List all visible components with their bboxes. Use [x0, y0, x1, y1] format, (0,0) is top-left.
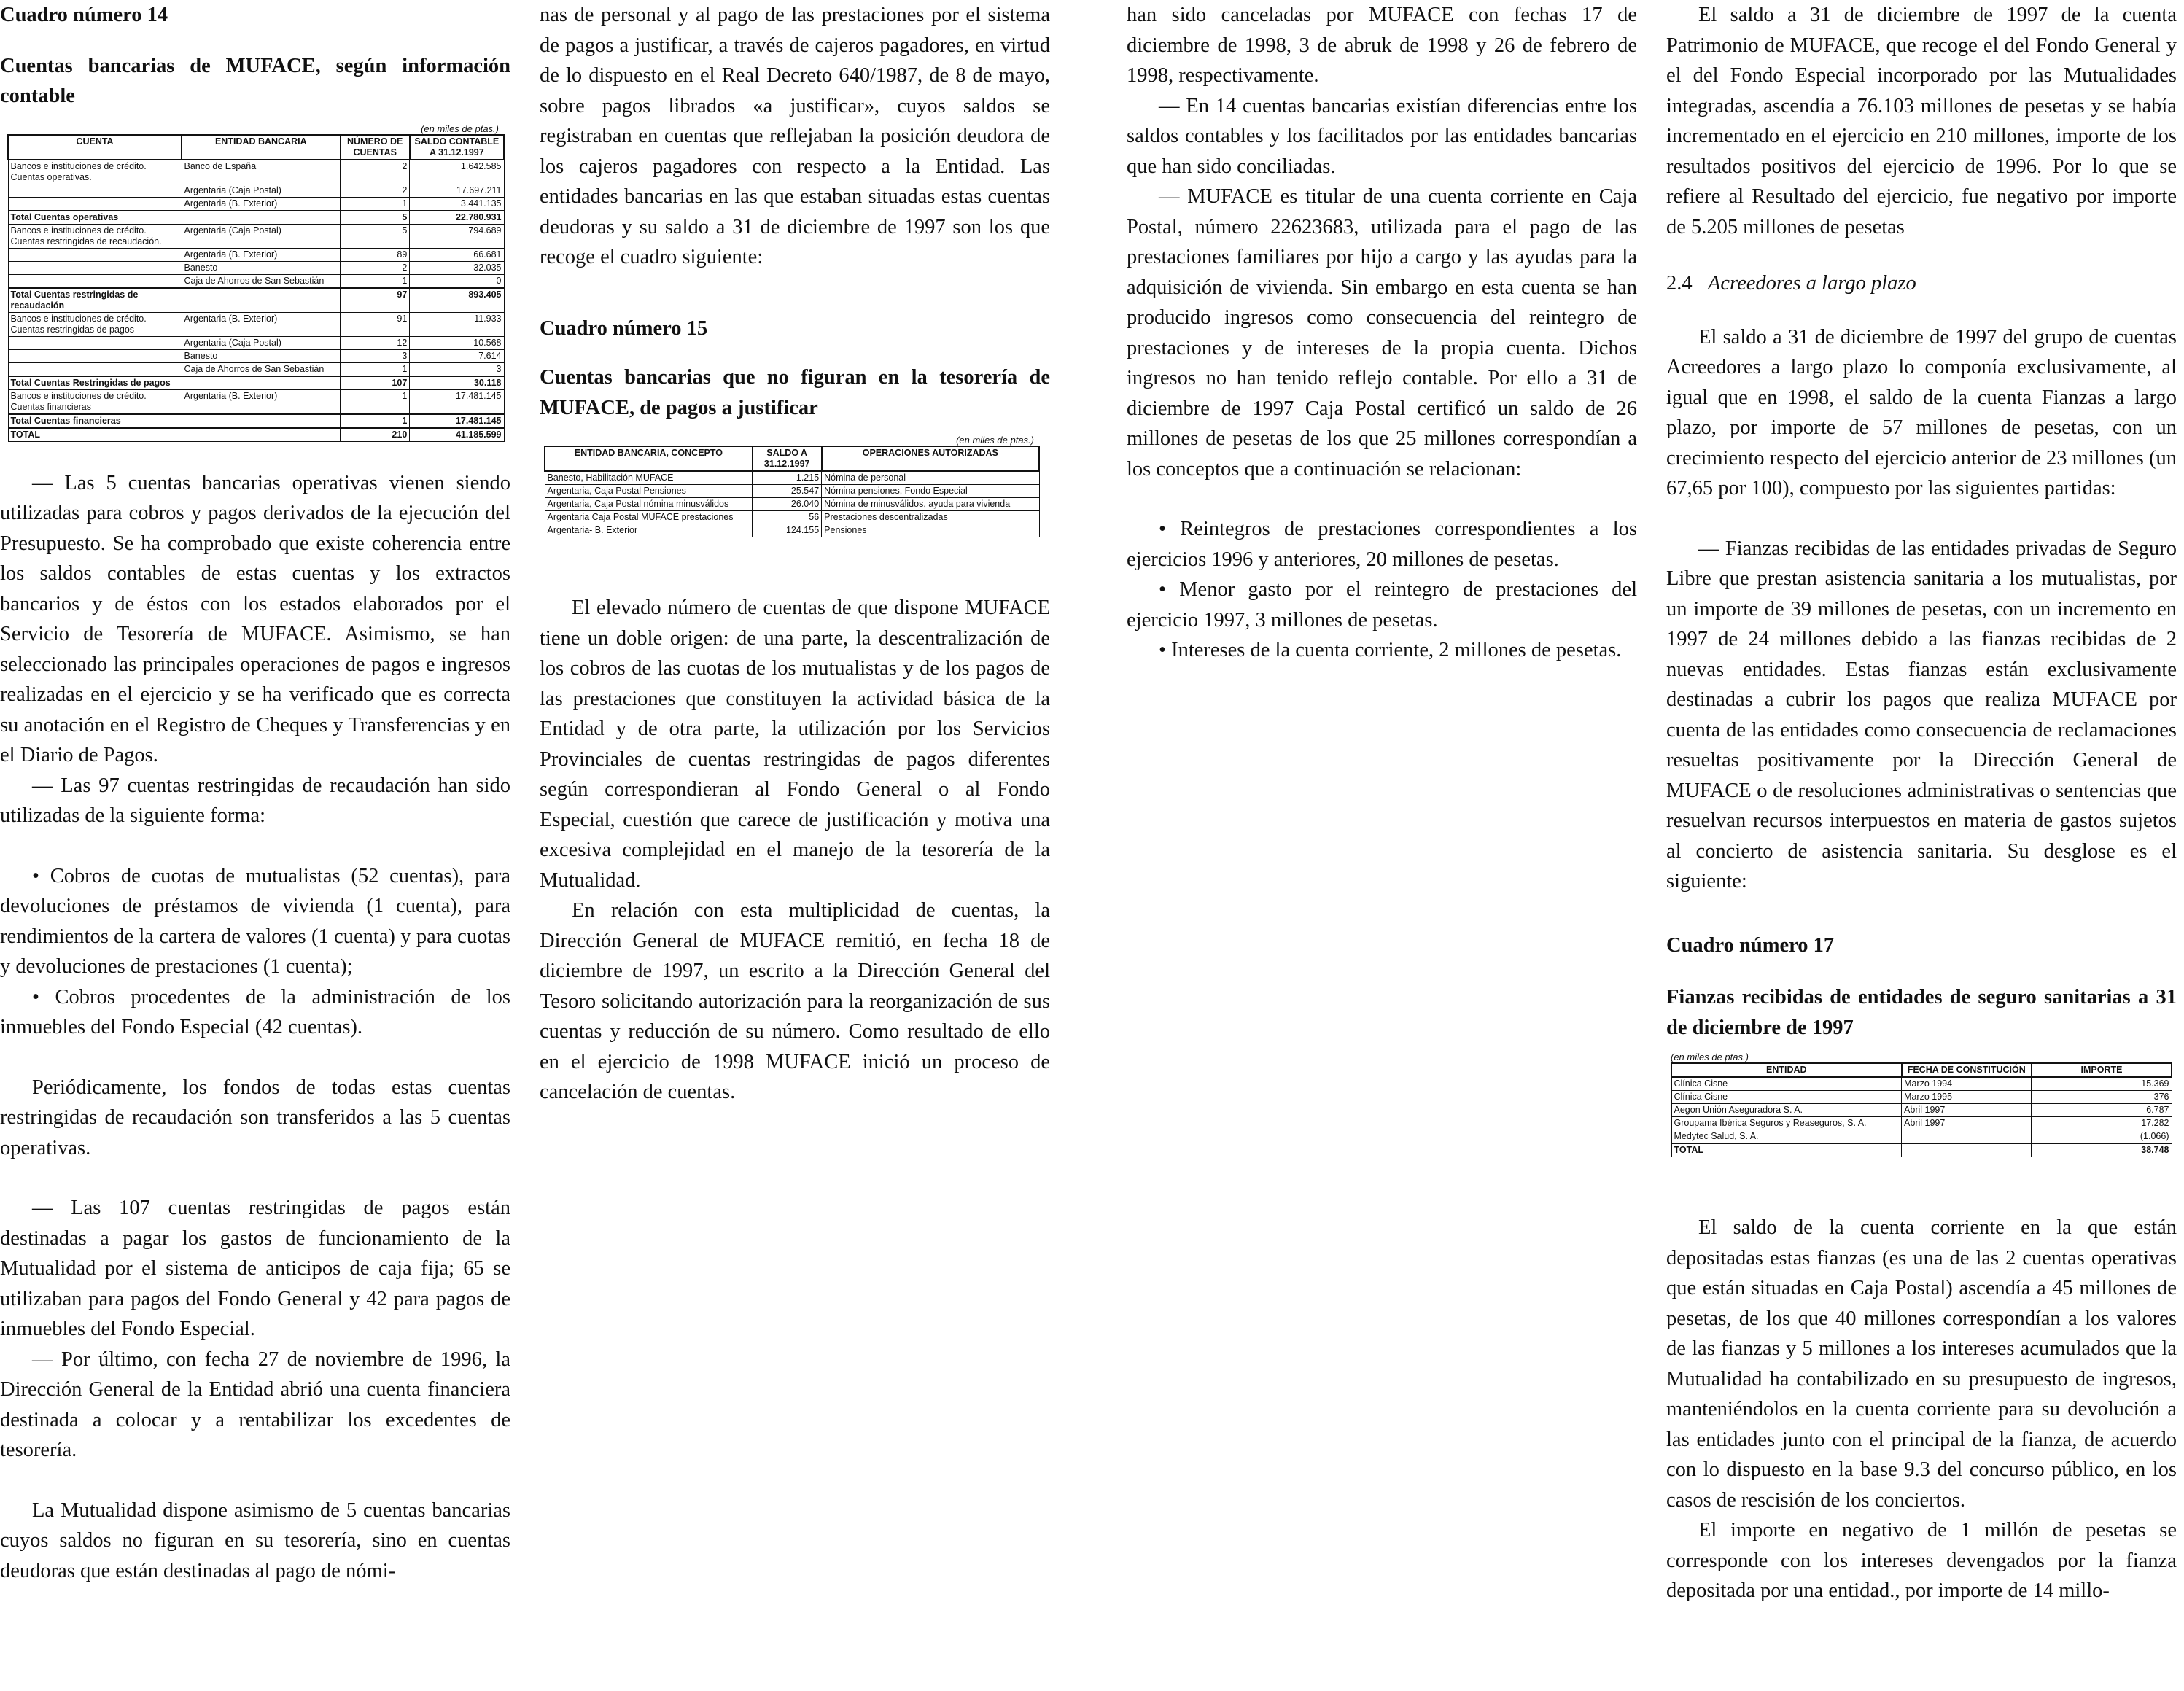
column-header: ENTIDAD [1671, 1063, 1902, 1077]
table-cell: Abril 1997 [1902, 1117, 2032, 1130]
column-header: ENTIDAD BANCARIA [182, 135, 341, 160]
table-cell: 30.118 [410, 376, 504, 390]
table-cell: 893.405 [410, 288, 504, 313]
table-row [8, 261, 504, 274]
paragraph: En relación con esta multiplicidad de cuentas, la Dirección General de MUFACE remitió, en fecha 18 de diciembre de 1997, un escrito a la Dirección General del Tesoro solicitando autorización para la reorganización de sus cuentas y reducción de su número. Como resultado de ello en el ejercicio de 1998 MUFACE inició un proceso de cancelación de cuentas. [540, 899, 1050, 1103]
table-cell: Total Cuentas operativas [8, 211, 182, 225]
paragraph: — Las 97 cuentas restringidas de recaudación han sido utilizadas de la siguiente forma: [0, 774, 510, 827]
table-17-title: Cuadro número 17 [1666, 933, 1835, 957]
table-cell: 26.040 [753, 498, 822, 511]
table-cell: Argentaria Caja Postal MUFACE prestaciones [545, 511, 753, 524]
table-cell: 41.185.599 [410, 428, 504, 442]
table-cell [8, 184, 182, 197]
table-cell: Pensiones [822, 524, 1039, 537]
table-cell: Banesto, Habilitación MUFACE [545, 471, 753, 485]
table-cell: 794.689 [410, 224, 504, 248]
table-row [8, 336, 504, 349]
table-cell: 376 [2032, 1091, 2172, 1104]
table-cell: 17.481.145 [410, 389, 504, 414]
table-15-title: Cuadro número 15 [540, 316, 708, 340]
table-row [8, 414, 504, 428]
paragraph: La Mutualidad dispone asimismo de 5 cuentas bancarias cuyos saldos no figuran en su tesorería, sino en cuentas deudoras que están destinadas al pago de nómi- [0, 1498, 510, 1582]
table-14-title: Cuadro número 14 [0, 4, 168, 26]
table-cell [182, 428, 341, 442]
table-row [8, 160, 504, 184]
table-15-unit: (en miles de ptas.) [956, 435, 1034, 446]
table-cell: Abril 1997 [1902, 1104, 2032, 1117]
table-row [8, 428, 504, 442]
table-cell: 15.369 [2032, 1077, 2172, 1091]
column-header: IMPORTE [2032, 1063, 2172, 1077]
table-cell: Nómina pensiones, Fondo Especial [822, 485, 1039, 498]
paragraph: — Las 5 cuentas bancarias operativas vienen siendo utilizadas para cobros y pagos derivados de la ejecución del Presupuesto. Se ha comprobado que existe coherencia entre los saldos contables de estas cuentas y los extractos bancarios y de éstos con los estados elaborados por el Servicio de Tesorería de MUFACE. Asimismo, se han seleccionado las principales operaciones de pagos e ingresos realizadas en el ejercicio y se ha verificado que es correcta su anotación en el Registro de Cheques y Transferencias y en el Diario de Pagos. [0, 471, 510, 766]
table-14-subtitle: Cuentas bancarias de MUFACE, según información contable [0, 54, 510, 107]
table-row [1671, 1104, 2172, 1117]
table-cell: Argentaria, Caja Postal Pensiones [545, 485, 753, 498]
table-cell: 1 [341, 389, 410, 414]
table-cell: TOTAL [1671, 1143, 1902, 1157]
table-15 [544, 435, 1040, 537]
bullet-item: • Cobros de cuotas de mutualistas (52 cuentas), para devoluciones de préstamos de vivienda (1 cuenta), para rendimientos de la cartera de valores (1 cuenta) y para cuotas y devoluciones de prestaciones (1 cuenta); [0, 864, 510, 978]
table-row [1671, 1130, 2172, 1144]
paragraph: — Por último, con fecha 27 de noviembre de 1996, la Dirección General de la Entidad abrió una cuenta financiera destinada a colocar y a rentabilizar los excedentes de tesorería. [0, 1348, 510, 1461]
table-cell: 2 [341, 261, 410, 274]
paragraph: — MUFACE es titular de una cuenta corriente en Caja Postal, número 22623683, utilizada para el pago de las prestaciones familiares por hijo a cargo y las ayudas para la adquisición de vivienda. Sin embargo en esta cuenta se han producido ingresos como consecuencia del reintegro de prestaciones y de intereses de la propia cuenta. Dichos ingresos no han tenido reflejo contable. Por ello a 31 de diciembre de 1997 Caja Postal certificó un saldo de 26 millones de pesetas de los que 25 millones correspondían a los conceptos que a continuación se relacionan: [1127, 185, 1637, 481]
table-cell: 0 [410, 274, 504, 288]
table-row [8, 211, 504, 225]
table-cell: Total Cuentas restringidas de recaudación [8, 288, 182, 313]
table-cell: 3 [341, 349, 410, 362]
table-cell: 210 [341, 428, 410, 442]
table-cell: Argentaria, Caja Postal nómina minusválidos [545, 498, 753, 511]
table-cell: 1.215 [753, 471, 822, 485]
table-row [8, 274, 504, 288]
table-14 [7, 123, 505, 442]
table-cell: 12 [341, 336, 410, 349]
table-cell: Bancos e instituciones de crédito. Cuentas restringidas de recaudación. [8, 224, 182, 248]
table-cell: Caja de Ahorros de San Sebastián [182, 274, 341, 288]
column-header: OPERACIONES AUTORIZADAS [822, 446, 1039, 471]
table-cell: 17.481.145 [410, 414, 504, 428]
table-15-subtitle: Cuentas bancarias que no figuran en la tesorería de MUFACE, de pagos a justificar [540, 366, 1050, 419]
table-row [545, 511, 1039, 524]
paragraph: El saldo a 31 de diciembre de 1997 del grupo de cuentas Acreedores a largo plazo lo componía exclusivamente, al igual que en 1998, el saldo de la cuenta Fianzas a largo plazo, por importe de 57 millones de pesetas, con un crecimiento respecto del ejercicio anterior de 23 millones (un 67,65 por 100), compuesto por las siguientes partidas: [1666, 325, 2177, 499]
table-17-unit: (en miles de ptas.) [1671, 1051, 1749, 1062]
table-cell: 6.787 [2032, 1104, 2172, 1117]
table-cell [1902, 1130, 2032, 1144]
table-row [8, 312, 504, 336]
bullet-item: • Cobros procedentes de la administración de los inmuebles del Fondo Especial (42 cuentas). [0, 985, 510, 1038]
table-cell: Bancos e instituciones de crédito. Cuentas financieras [8, 389, 182, 414]
paragraph: — En 14 cuentas bancarias existían diferencias entre los saldos contables y los facilitados por las entidades bancarias que han sido conciliadas. [1127, 94, 1637, 178]
table-row [8, 288, 504, 313]
table-cell: 1.642.585 [410, 160, 504, 184]
table-cell: 3.441.135 [410, 197, 504, 211]
table-cell: Nómina de personal [822, 471, 1039, 485]
paragraph: El saldo de la cuenta corriente en la que están depositadas estas fianzas (es una de las 2 cuentas operativas que están situadas en Caja Postal) ascendía a 45 millones de pesetas, de los que 40 millones correspondían a los valores de las fianzas y 5 millones a los intereses acumulados que la Mutualidad ha contabilizado en su presupuesto de ingresos, manteniéndolos en la cuenta corriente para su devolución a las entidades junto con el principal de la fianza, de acuerdo con lo dispuesto en la base 9.3 del concurso público, en los casos de rescisión de los conciertos. [1666, 1216, 2177, 1512]
table-row [545, 498, 1039, 511]
section-number: 2.4 [1666, 272, 1693, 295]
table-cell: 17.282 [2032, 1117, 2172, 1130]
table-17-subtitle: Fianzas recibidas de entidades de seguro sanitarias a 31 de diciembre de 1997 [1666, 986, 2177, 1039]
table-cell [8, 261, 182, 274]
table-cell: 91 [341, 312, 410, 336]
table-14-unit: (en miles de ptas.) [421, 123, 499, 134]
table-row [1671, 1117, 2172, 1130]
column-header: NÚMERO DE CUENTAS [341, 135, 410, 160]
table-cell: 2 [341, 160, 410, 184]
table-row [545, 471, 1039, 485]
table-cell: 2 [341, 184, 410, 197]
table-17-grid [1671, 1062, 2172, 1157]
section-heading [1666, 268, 2177, 299]
column-3 [1127, 0, 1637, 1691]
table-cell [8, 349, 182, 362]
paragraph: El elevado número de cuentas de que dispone MUFACE tiene un doble origen: de una parte, la descentralización de los cobros de las cuotas de los mutualistas y de los pagos de las prestaciones que constituyen la actividad básica de la Entidad y de otra parte, la utilización por los Servicios Provinciales de cuentas restringidas de pagos diferentes según correspondieran al Fondo General o al Fondo Especial, cuestión que carece de justificación y motiva una excesiva complejidad en el manejo de la tesorería de la Mutualidad. [540, 596, 1050, 892]
table-cell [8, 274, 182, 288]
table-cell: 3 [410, 362, 504, 376]
paragraph: nas de personal y al pago de las prestaciones por el sistema de pagos a justificar, a través de cajeros pagadores, en virtud de lo dispuesto en el Real Decreto 640/1987, de 8 de mayo, sobre pagos librados «a justificar», cuyos saldos se registraban en cuentas que reflejaban la posición deudora de los cajeros pagadores con respecto a la Entidad. Las entidades bancarias en las que estaban situadas estas cuentas deudoras y su saldo a 31 de diciembre de 1997 son los que recoge el cuadro siguiente: [540, 4, 1050, 268]
table-cell: Bancos e instituciones de crédito. Cuentas operativas. [8, 160, 182, 184]
table-row [8, 389, 504, 414]
table-cell: 5 [341, 211, 410, 225]
table-row [8, 362, 504, 376]
table-cell: 10.568 [410, 336, 504, 349]
table-cell: Argentaria (Caja Postal) [182, 224, 341, 248]
table-cell: Marzo 1994 [1902, 1077, 2032, 1091]
table-cell: TOTAL [8, 428, 182, 442]
table-cell: Prestaciones descentralizadas [822, 511, 1039, 524]
table-cell: Clínica Cisne [1671, 1077, 1902, 1091]
table-cell: 32.035 [410, 261, 504, 274]
table-cell: Banesto [182, 349, 341, 362]
section-title: Acreedores a largo plazo [1708, 272, 1916, 295]
table-cell: 17.697.211 [410, 184, 504, 197]
column-2 [540, 0, 1050, 1691]
table-cell: Total Cuentas Restringidas de pagos [8, 376, 182, 390]
table-cell: Argentaria (B. Exterior) [182, 312, 341, 336]
table-cell: (1.066) [2032, 1130, 2172, 1144]
table-cell: Total Cuentas financieras [8, 414, 182, 428]
table-cell [182, 376, 341, 390]
table-row [545, 524, 1039, 537]
table-cell: Bancos e instituciones de crédito. Cuentas restringidas de pagos [8, 312, 182, 336]
table-cell: Argentaria- B. Exterior [545, 524, 753, 537]
bullet-item: • Reintegros de prestaciones correspondientes a los ejercicios 1996 y anteriores, 20 millones de pesetas. [1127, 518, 1637, 571]
table-row [545, 485, 1039, 498]
table-cell: Banco de España [182, 160, 341, 184]
table-cell [182, 288, 341, 313]
table-cell [8, 248, 182, 261]
table-cell: 25.547 [753, 485, 822, 498]
table-row [1671, 1077, 2172, 1091]
table-cell: 7.614 [410, 349, 504, 362]
table-cell: Clínica Cisne [1671, 1091, 1902, 1104]
table-cell: Nómina de minusválidos, ayuda para vivienda [822, 498, 1039, 511]
table-row [8, 184, 504, 197]
table-cell: 89 [341, 248, 410, 261]
table-row [8, 224, 504, 248]
column-header: CUENTA [8, 135, 182, 160]
paragraph: — Fianzas recibidas de las entidades privadas de Seguro Libre que prestan asistencia sanitaria a los mutualistas, por un importe de 39 millones de pesetas, con un incremento en 1997 de 24 millones debido a las fianzas recibidas de 2 nuevas entidades. Estas fianzas están exclusivamente destinadas a cubrir los pagos que realiza MUFACE por cuenta de las entidades como consecuencia de reclamaciones resueltas positivamente por la Dirección General de MUFACE o de resoluciones administrativas o sentencias que resuelvan recursos interpuestos en materia de gastos sujetos al concierto de asistencia sanitaria. Su desglose es el siguiente: [1666, 537, 2177, 893]
table-cell: Marzo 1995 [1902, 1091, 2032, 1104]
table-cell: 1 [341, 274, 410, 288]
table-cell: Groupama Ibérica Seguros y Reaseguros, S. A. [1671, 1117, 1902, 1130]
table-row [8, 197, 504, 211]
table-cell: 38.748 [2032, 1143, 2172, 1157]
column-header: SALDO CONTABLE A 31.12.1997 [410, 135, 504, 160]
table-cell: 97 [341, 288, 410, 313]
bullet-item: • Intereses de la cuenta corriente, 2 millones de pesetas. [1159, 639, 1622, 661]
bullet-item: • Menor gasto por el reintegro de prestaciones del ejercicio 1997, 3 millones de pesetas. [1127, 578, 1637, 631]
table-cell [8, 362, 182, 376]
table-14-grid [7, 134, 505, 442]
table-row [1671, 1091, 2172, 1104]
column-header: ENTIDAD BANCARIA, CONCEPTO [545, 446, 753, 471]
table-cell: Argentaria (B. Exterior) [182, 389, 341, 414]
table-cell: 11.933 [410, 312, 504, 336]
table-cell: Aegon Unión Aseguradora S. A. [1671, 1104, 1902, 1117]
table-row [8, 376, 504, 390]
table-cell: Argentaria (B. Exterior) [182, 197, 341, 211]
table-row [1671, 1143, 2172, 1157]
table-cell: Argentaria (Caja Postal) [182, 184, 341, 197]
table-row [8, 349, 504, 362]
table-cell: 5 [341, 224, 410, 248]
paragraph: han sido canceladas por MUFACE con fechas 17 de diciembre de 1998, 3 de abruk de 1998 y 26 de febrero de 1998, respectivamente. [1127, 4, 1637, 87]
table-cell [182, 414, 341, 428]
table-cell: Banesto [182, 261, 341, 274]
table-cell: 1 [341, 414, 410, 428]
column-header: FECHA DE CONSTITUCIÓN [1902, 1063, 2032, 1077]
table-cell: Medytec Salud, S. A. [1671, 1130, 1902, 1144]
table-cell: Argentaria (B. Exterior) [182, 248, 341, 261]
table-cell: Argentaria (Caja Postal) [182, 336, 341, 349]
table-17 [1671, 1051, 2172, 1157]
table-cell: 22.780.931 [410, 211, 504, 225]
table-cell: 107 [341, 376, 410, 390]
paragraph: El saldo a 31 de diciembre de 1997 de la cuenta Patrimonio de MUFACE, que recoge el del Fondo General y el del Fondo Especial incorporado por las Mutualidades integradas, ascendía a 76.103 millones de pesetas y se había incrementado en el ejercicio en 210 millones, importe de los resultados positivos del ejercicio de 1996. Por lo que se refiere al Resultado del ejercicio, fue negativo por importe de 5.205 millones de pesetas [1666, 4, 2177, 238]
table-cell [8, 197, 182, 211]
table-cell: 124.155 [753, 524, 822, 537]
table-cell [182, 211, 341, 225]
table-cell: 1 [341, 362, 410, 376]
table-row [8, 248, 504, 261]
column-header: SALDO A 31.12.1997 [753, 446, 822, 471]
paragraph: — Las 107 cuentas restringidas de pagos están destinadas a pagar los gastos de funcionamiento de la Mutualidad por el sistema de anticipos de caja fija; 65 se utilizaban para pagos del Fondo General y 42 para pagos de inmuebles del Fondo Especial. [0, 1197, 510, 1340]
table-cell: Caja de Ahorros de San Sebastián [182, 362, 341, 376]
table-cell: 56 [753, 511, 822, 524]
table-cell: 1 [341, 197, 410, 211]
column-4 [1666, 0, 2177, 1691]
column-1 [0, 0, 510, 1691]
paragraph: Periódicamente, los fondos de todas estas cuentas restringidas de recaudación son transferidos a las 5 cuentas operativas. [0, 1076, 510, 1159]
table-cell [8, 336, 182, 349]
table-cell [1902, 1143, 2032, 1157]
table-cell: 66.681 [410, 248, 504, 261]
table-15-grid [544, 446, 1040, 537]
paragraph: El importe en negativo de 1 millón de pesetas se corresponde con los intereses devengados por la fianza depositada por una entidad., por importe de 14 millo- [1666, 1519, 2177, 1602]
